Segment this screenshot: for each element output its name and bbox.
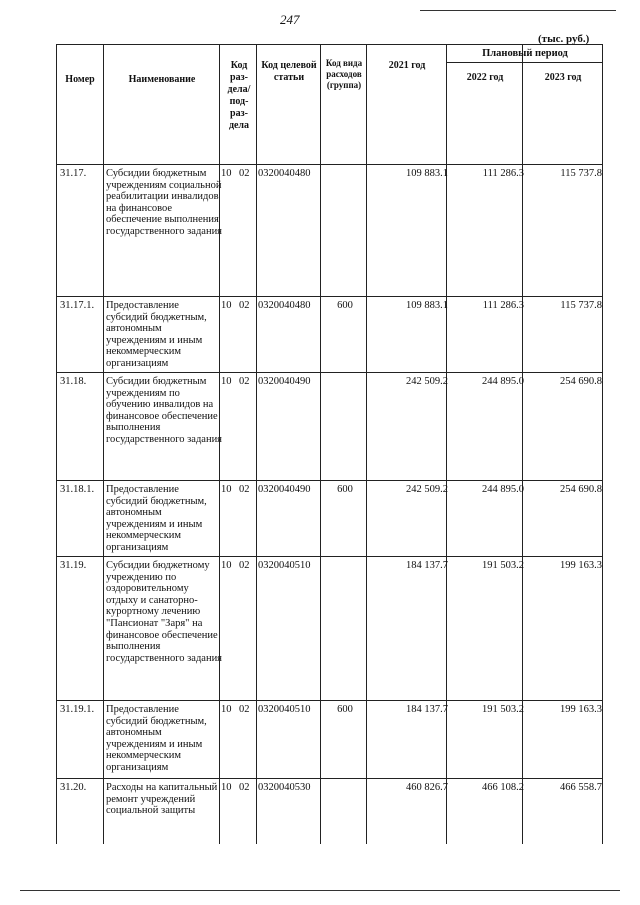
row-expense-code: 600 xyxy=(337,704,353,715)
row-subsection: 02 xyxy=(239,300,250,311)
row-2021: 242 509.2 xyxy=(406,484,448,495)
header-plan-period: Плановый период xyxy=(482,48,568,59)
top-rule xyxy=(420,10,616,11)
row-2022: 111 286.3 xyxy=(482,300,524,311)
row-2022: 111 286.3 xyxy=(482,168,524,179)
row-subsection: 02 xyxy=(239,560,250,571)
row-section: 10 xyxy=(221,704,232,715)
row-target-code: 0320040510 xyxy=(258,704,311,715)
row-name: Предоставление субсидий бюджетным, автономным учреждениям и иным некоммерческим организациям xyxy=(106,704,207,773)
header-2021: 2021 год xyxy=(388,60,426,71)
row-section: 10 xyxy=(221,168,232,179)
table-border-top xyxy=(56,44,603,45)
row-number: 31.19.1. xyxy=(60,704,95,715)
row-subsection: 02 xyxy=(239,376,250,387)
row-2022: 244 895.0 xyxy=(482,484,524,495)
row-divider xyxy=(56,556,603,557)
row-name: Субсидии бюджетному учреждению по оздоровительному отдыху и санаторно-курортному лечению "Пансионат "Заря" на финансовое обеспечение выполнения государственного задания xyxy=(106,560,223,664)
row-section: 10 xyxy=(221,376,232,387)
header-section-code: Код раз-дела/ под-раз-дела xyxy=(227,60,251,131)
row-subsection: 02 xyxy=(239,168,250,179)
row-2022: 244 895.0 xyxy=(482,376,524,387)
row-expense-code: 600 xyxy=(337,484,353,495)
plan-header-rule xyxy=(447,62,603,63)
row-target-code: 0320040490 xyxy=(258,484,311,495)
row-2023: 115 737.8 xyxy=(560,168,602,179)
header-2022: 2022 год xyxy=(466,72,504,83)
header-2023: 2023 год xyxy=(544,72,582,83)
row-number: 31.18.1. xyxy=(60,484,95,495)
row-number: 31.17.1. xyxy=(60,300,95,311)
row-divider xyxy=(56,700,603,701)
row-name: Субсидии бюджетным учреждениям по обучению инвалидов на финансовое обеспечение выполнения государственного задания xyxy=(106,376,223,445)
row-expense-code: 600 xyxy=(337,300,353,311)
row-target-code: 0320040490 xyxy=(258,376,311,387)
row-section: 10 xyxy=(221,484,232,495)
row-2021: 184 137.7 xyxy=(406,704,448,715)
row-2023: 115 737.8 xyxy=(560,300,602,311)
row-number: 31.19. xyxy=(60,560,87,571)
row-2022: 191 503.2 xyxy=(482,704,524,715)
row-2023: 199 163.3 xyxy=(560,560,602,571)
row-2023: 199 163.3 xyxy=(560,704,602,715)
row-divider xyxy=(56,480,603,481)
row-target-code: 0320040480 xyxy=(258,300,311,311)
row-number: 31.18. xyxy=(60,376,87,387)
row-name: Предоставление субсидий бюджетным, автономным учреждениям и иным некоммерческим организациям xyxy=(106,300,207,369)
row-2021: 109 883.1 xyxy=(406,168,448,179)
row-2022: 191 503.2 xyxy=(482,560,524,571)
row-2021: 109 883.1 xyxy=(406,300,448,311)
row-name: Расходы на капитальный ремонт учреждений социальной защиты xyxy=(106,782,218,817)
row-divider xyxy=(56,778,603,779)
row-2023: 254 690.8 xyxy=(560,484,602,495)
row-2023: 466 558.7 xyxy=(560,782,602,793)
row-name: Предоставление субсидий бюджетным, автономным учреждениям и иным некоммерческим организациям xyxy=(106,484,207,553)
header-bottom-rule xyxy=(56,164,603,165)
bottom-rule xyxy=(20,890,620,891)
header-number: Номер xyxy=(65,74,95,85)
row-subsection: 02 xyxy=(239,484,250,495)
row-divider xyxy=(56,296,603,297)
row-2022: 466 108.2 xyxy=(482,782,524,793)
header-target-code: Код целевой статьи xyxy=(261,60,317,83)
row-2021: 184 137.7 xyxy=(406,560,448,571)
units-label: (тыс. руб.) xyxy=(538,33,590,45)
row-section: 10 xyxy=(221,300,232,311)
row-2021: 460 826.7 xyxy=(406,782,448,793)
page-number: 247 xyxy=(280,12,300,27)
row-2021: 242 509.2 xyxy=(406,376,448,387)
row-section: 10 xyxy=(221,782,232,793)
budget-table xyxy=(56,44,604,844)
row-subsection: 02 xyxy=(239,782,250,793)
row-number: 31.17. xyxy=(60,168,87,179)
header-expense-code: Код вида расходов (группа) xyxy=(325,58,363,90)
row-number: 31.20. xyxy=(60,782,87,793)
row-target-code: 0320040480 xyxy=(258,168,311,179)
row-name: Субсидии бюджетным учреждениям социальной реабилитации инвалидов на финансовое обеспечение выполнения государственного задания xyxy=(106,168,223,237)
row-target-code: 0320040530 xyxy=(258,782,311,793)
row-target-code: 0320040510 xyxy=(258,560,311,571)
row-subsection: 02 xyxy=(239,704,250,715)
row-2023: 254 690.8 xyxy=(560,376,602,387)
row-section: 10 xyxy=(221,560,232,571)
row-divider xyxy=(56,372,603,373)
header-name: Наименование xyxy=(128,74,196,85)
